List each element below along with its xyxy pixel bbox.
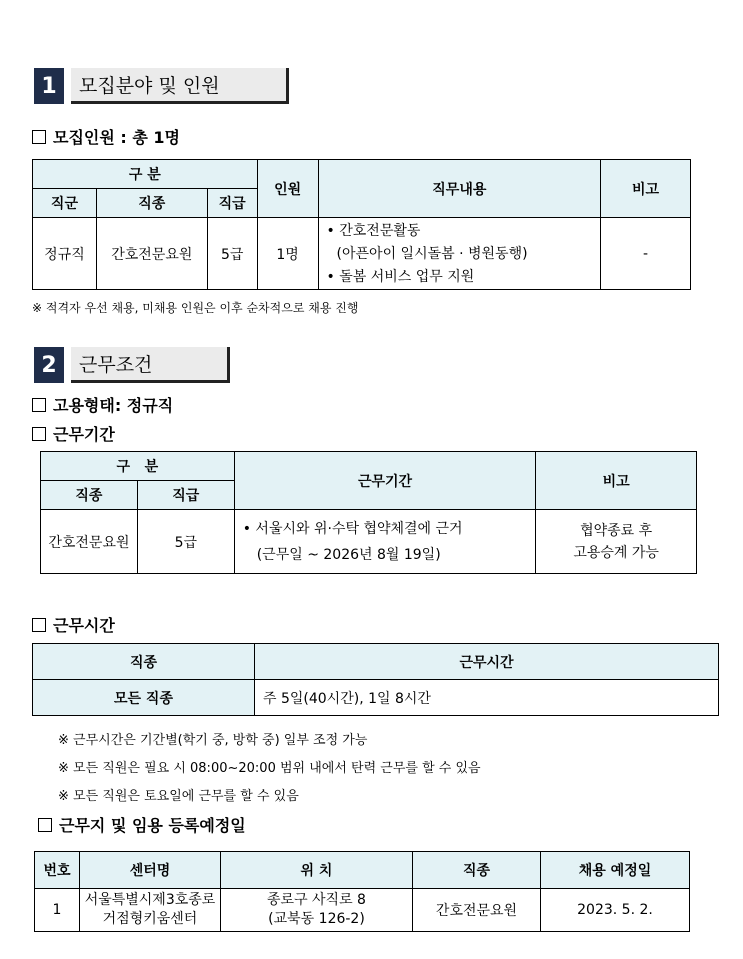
recruit-note: ※ 적격자 우선 채용, 미채용 인원은 이후 순차적으로 채용 진행 [32,301,359,315]
cell-jikjong: 간호전문요원 [413,889,541,932]
location-table [34,851,690,932]
header-location: 위 치 [221,852,413,889]
hours-note: ※ 모든 직원은 토요일에 근무를 할 수 있음 [58,789,299,804]
header-jikjong: 직종 [33,644,255,680]
period-table [40,451,697,574]
duty-line: • 간호전문활동 [326,222,421,239]
cell-hours: 주 5일(40시간), 1일 8시간 [255,680,719,716]
header-bigo: 비고 [536,452,697,510]
section-2-title: 근무조건 [71,347,230,383]
center-line: 서울특별시제3호종로 [84,892,216,908]
checkbox-square-icon [32,130,46,144]
header-jikjong: 직종 [413,852,541,889]
header-date: 채용 예정일 [541,852,690,889]
center-line: 거점형키움센터 [102,911,198,927]
header-no: 번호 [35,852,80,889]
section-2-header [34,347,230,383]
cell-duty [318,218,601,290]
header-group: 구 분 [33,160,258,189]
hours-table [32,643,719,716]
header-inwon: 인원 [257,160,318,218]
header-jikjong: 직종 [96,189,207,218]
header-jikgun: 직군 [33,189,97,218]
checkbox-square-icon [32,427,46,441]
location-heading: 근무지 및 임용 등록예정일 [38,813,246,836]
recruit-table [32,159,691,290]
period-line: • 서울시와 위·수탁 협약체결에 근거 [242,520,463,537]
cell-no: 1 [35,889,80,932]
cell-location [221,889,413,932]
employment-type-heading: 고용형태: 정규직 [32,393,173,416]
section-1-header [34,68,289,104]
header-hours: 근무시간 [255,644,719,680]
cell-jikjong: 간호전문요원 [96,218,207,290]
header-jikjong: 직종 [41,481,138,510]
cell-all-jikjong: 모든 직종 [33,680,255,716]
hours-note: ※ 근무시간은 기간별(학기 중, 방학 중) 일부 조정 가능 [58,733,368,748]
header-jikgeup: 직급 [137,481,234,510]
header-jikgeup: 직급 [207,189,257,218]
bigo-line: 고용승계 가능 [573,544,659,561]
period-line: (근무일 ~ 2026년 8월 19일) [256,546,441,563]
section-2-number: 2 [34,347,64,383]
cell-jikgeup: 5급 [207,218,257,290]
location-line: (교북동 126-2) [268,911,365,927]
header-bigo: 비고 [601,160,691,218]
cell-jikgun: 정규직 [33,218,97,290]
period-heading: 근무기간 [32,422,115,445]
cell-period [234,510,536,574]
cell-jikjong: 간호전문요원 [41,510,138,574]
checkbox-square-icon [38,818,52,832]
header-duty: 직무내용 [318,160,601,218]
cell-bigo: - [601,218,691,290]
cell-inwon: 1명 [257,218,318,290]
cell-center [80,889,221,932]
checkbox-square-icon [32,398,46,412]
checkbox-square-icon [32,618,46,632]
section-1-number: 1 [34,68,64,104]
header-period: 근무기간 [234,452,536,510]
cell-date: 2023. 5. 2. [541,889,690,932]
duty-line: • 돌봄 서비스 업무 지원 [326,268,475,285]
header-group: 구 분 [41,452,235,481]
header-center: 센터명 [80,852,221,889]
duty-line: (아픈아이 일시돌봄 · 병원동행) [336,245,528,262]
location-line: 종로구 사직로 8 [267,892,366,908]
section-1-title: 모집분야 및 인원 [71,68,289,104]
hours-heading: 근무시간 [32,613,115,636]
recruit-count-heading: 모집인원 : 총 1명 [32,125,180,148]
cell-bigo [536,510,697,574]
bigo-line: 협약종료 후 [580,522,653,539]
cell-jikgeup: 5급 [137,510,234,574]
hours-note: ※ 모든 직원은 필요 시 08:00~20:00 범위 내에서 탄력 근무를 할 수 있음 [58,761,481,776]
